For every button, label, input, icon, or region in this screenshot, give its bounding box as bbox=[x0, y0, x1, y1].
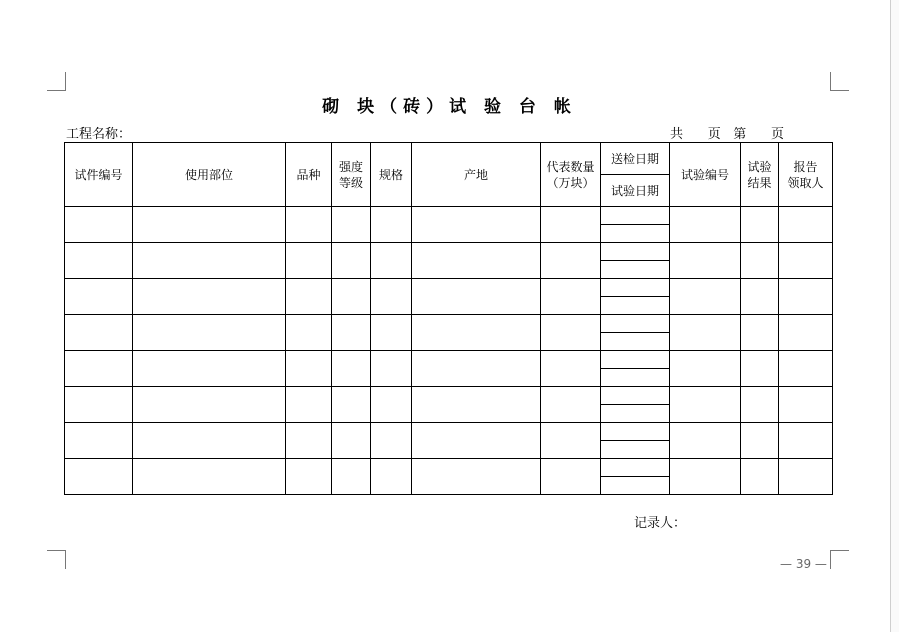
cell-send-date[interactable] bbox=[601, 279, 670, 297]
cell-specification[interactable] bbox=[371, 243, 412, 279]
cell-test-no[interactable] bbox=[670, 207, 741, 243]
cell-location[interactable] bbox=[133, 351, 286, 387]
cell-test-date[interactable] bbox=[601, 261, 670, 279]
cell-strength-grade[interactable] bbox=[332, 279, 371, 315]
cell-test-date[interactable] bbox=[601, 297, 670, 315]
cell-strength-grade[interactable] bbox=[332, 387, 371, 423]
cell-specification[interactable] bbox=[371, 207, 412, 243]
cell-origin[interactable] bbox=[412, 315, 541, 351]
cell-specimen-no[interactable] bbox=[65, 459, 133, 495]
cell-location[interactable] bbox=[133, 243, 286, 279]
table-body bbox=[65, 207, 833, 495]
cell-report-receiver[interactable] bbox=[779, 459, 833, 495]
header-test-no: 试验编号 bbox=[670, 143, 741, 207]
cell-variety[interactable] bbox=[286, 387, 332, 423]
cell-origin[interactable] bbox=[412, 423, 541, 459]
cell-location[interactable] bbox=[133, 387, 286, 423]
cell-quantity[interactable] bbox=[541, 387, 601, 423]
header-send-date: 送检日期 bbox=[601, 143, 670, 175]
cell-send-date[interactable] bbox=[601, 243, 670, 261]
cell-specimen-no[interactable] bbox=[65, 351, 133, 387]
cell-send-date[interactable] bbox=[601, 423, 670, 441]
cell-specimen-no[interactable] bbox=[65, 243, 133, 279]
test-ledger-table bbox=[64, 142, 833, 495]
cell-quantity[interactable] bbox=[541, 243, 601, 279]
cell-test-result[interactable] bbox=[741, 351, 779, 387]
table-row bbox=[65, 207, 833, 225]
cell-quantity[interactable] bbox=[541, 279, 601, 315]
cell-strength-grade[interactable] bbox=[332, 351, 371, 387]
cell-specification[interactable] bbox=[371, 423, 412, 459]
cell-report-receiver[interactable] bbox=[779, 207, 833, 243]
cell-variety[interactable] bbox=[286, 243, 332, 279]
table-row bbox=[65, 423, 833, 441]
cell-strength-grade[interactable] bbox=[332, 207, 371, 243]
project-name-label: 工程名称： bbox=[66, 127, 132, 142]
cell-test-no[interactable] bbox=[670, 279, 741, 315]
cell-location[interactable] bbox=[133, 279, 286, 315]
cell-test-result[interactable] bbox=[741, 315, 779, 351]
cell-quantity[interactable] bbox=[541, 459, 601, 495]
cell-variety[interactable] bbox=[286, 315, 332, 351]
cell-origin[interactable] bbox=[412, 351, 541, 387]
cell-variety[interactable] bbox=[286, 459, 332, 495]
cell-test-no[interactable] bbox=[670, 459, 741, 495]
cell-test-date[interactable] bbox=[601, 225, 670, 243]
cell-specification[interactable] bbox=[371, 351, 412, 387]
page-count-label: 共 页 第 页 bbox=[670, 127, 784, 142]
cell-send-date[interactable] bbox=[601, 351, 670, 369]
cell-variety[interactable] bbox=[286, 351, 332, 387]
cell-quantity[interactable] bbox=[541, 423, 601, 459]
cell-specimen-no[interactable] bbox=[65, 387, 133, 423]
crop-mark-top-left bbox=[47, 72, 66, 91]
crop-mark-bottom-left bbox=[47, 550, 66, 569]
crop-mark-bottom-right bbox=[830, 550, 849, 569]
header-report-receiver: 报告 领取人 bbox=[779, 143, 833, 207]
cell-specification[interactable] bbox=[371, 315, 412, 351]
cell-variety[interactable] bbox=[286, 423, 332, 459]
cell-location[interactable] bbox=[133, 423, 286, 459]
cell-test-no[interactable] bbox=[670, 351, 741, 387]
cell-test-no[interactable] bbox=[670, 423, 741, 459]
cell-variety[interactable] bbox=[286, 207, 332, 243]
table-row bbox=[65, 243, 833, 261]
cell-test-date[interactable] bbox=[601, 405, 670, 423]
cell-origin[interactable] bbox=[412, 459, 541, 495]
recorder-label: 记录人： bbox=[634, 516, 687, 531]
cell-strength-grade[interactable] bbox=[332, 423, 371, 459]
crop-mark-top-right bbox=[830, 72, 849, 91]
page-number: — 39 — bbox=[780, 557, 827, 571]
header-specimen-no: 试件编号 bbox=[65, 143, 133, 207]
cell-test-no[interactable] bbox=[670, 315, 741, 351]
cell-specimen-no[interactable] bbox=[65, 315, 133, 351]
cell-strength-grade[interactable] bbox=[332, 459, 371, 495]
cell-report-receiver[interactable] bbox=[779, 387, 833, 423]
cell-test-result[interactable] bbox=[741, 279, 779, 315]
cell-specimen-no[interactable] bbox=[65, 279, 133, 315]
cell-report-receiver[interactable] bbox=[779, 279, 833, 315]
page-title: 砌 块（砖）试 验 台 帐 bbox=[322, 97, 577, 117]
cell-test-date[interactable] bbox=[601, 333, 670, 351]
header-specification: 规格 bbox=[371, 143, 412, 207]
cell-test-date[interactable] bbox=[601, 441, 670, 459]
cell-test-date[interactable] bbox=[601, 477, 670, 495]
cell-send-date[interactable] bbox=[601, 387, 670, 405]
cell-strength-grade[interactable] bbox=[332, 243, 371, 279]
cell-variety[interactable] bbox=[286, 279, 332, 315]
cell-test-result[interactable] bbox=[741, 459, 779, 495]
cell-origin[interactable] bbox=[412, 243, 541, 279]
table-row bbox=[65, 459, 833, 477]
cell-quantity[interactable] bbox=[541, 351, 601, 387]
cell-report-receiver[interactable] bbox=[779, 315, 833, 351]
cell-test-result[interactable] bbox=[741, 387, 779, 423]
cell-specimen-no[interactable] bbox=[65, 423, 133, 459]
cell-location[interactable] bbox=[133, 315, 286, 351]
cell-strength-grade[interactable] bbox=[332, 315, 371, 351]
cell-send-date[interactable] bbox=[601, 207, 670, 225]
header-test-date: 试验日期 bbox=[601, 175, 670, 207]
table-row bbox=[65, 351, 833, 369]
cell-specification[interactable] bbox=[371, 279, 412, 315]
cell-origin[interactable] bbox=[412, 387, 541, 423]
cell-test-result[interactable] bbox=[741, 423, 779, 459]
cell-send-date[interactable] bbox=[601, 459, 670, 477]
cell-location[interactable] bbox=[133, 207, 286, 243]
cell-test-no[interactable] bbox=[670, 243, 741, 279]
cell-origin[interactable] bbox=[412, 207, 541, 243]
cell-quantity[interactable] bbox=[541, 315, 601, 351]
cell-location[interactable] bbox=[133, 459, 286, 495]
table-row bbox=[65, 387, 833, 405]
cell-report-receiver[interactable] bbox=[779, 351, 833, 387]
cell-specification[interactable] bbox=[371, 387, 412, 423]
header-strength-grade: 强度 等级 bbox=[332, 143, 371, 207]
cell-report-receiver[interactable] bbox=[779, 243, 833, 279]
cell-quantity[interactable] bbox=[541, 207, 601, 243]
cell-report-receiver[interactable] bbox=[779, 423, 833, 459]
cell-send-date[interactable] bbox=[601, 315, 670, 333]
cell-specimen-no[interactable] bbox=[65, 207, 133, 243]
cell-specification[interactable] bbox=[371, 459, 412, 495]
table-row bbox=[65, 315, 833, 333]
header-variety: 品种 bbox=[286, 143, 332, 207]
cell-test-date[interactable] bbox=[601, 369, 670, 387]
header-location: 使用部位 bbox=[133, 143, 286, 207]
cell-origin[interactable] bbox=[412, 279, 541, 315]
table-row bbox=[65, 279, 833, 297]
header-origin: 产地 bbox=[412, 143, 541, 207]
header-test-result: 试验 结果 bbox=[741, 143, 779, 207]
cell-test-result[interactable] bbox=[741, 207, 779, 243]
cell-test-no[interactable] bbox=[670, 387, 741, 423]
header-quantity: 代表数量 （万块） bbox=[541, 143, 601, 207]
cell-test-result[interactable] bbox=[741, 243, 779, 279]
